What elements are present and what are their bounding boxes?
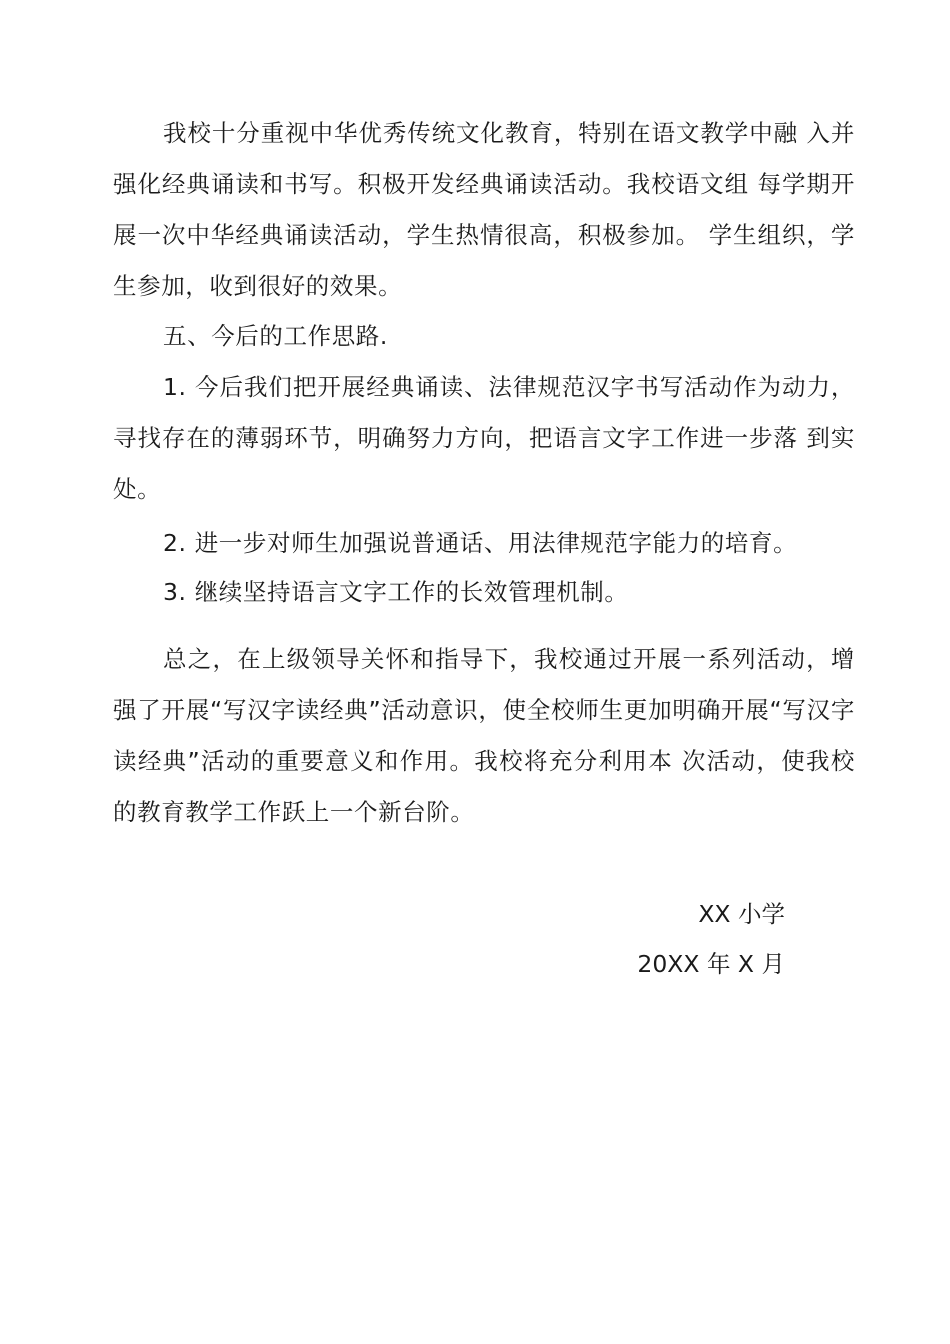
list-item-2: 2. 进一步对师生加强说普通话、用法律规范字能力的培育。 bbox=[163, 529, 798, 557]
list-item-1: 1. 今后我们把开展经典诵读、法律规范汉字书写活动作为动力，寻找存在的薄弱环节，明确努力方向，把语言文字工作进一步落 到实处。 bbox=[113, 373, 855, 503]
list-item-3: 3. 继续坚持语言文字工作的长效管理机制。 bbox=[163, 578, 629, 606]
signature-school: XX 小学 bbox=[698, 900, 785, 928]
paragraph-conclusion: 总之，在上级领导关怀和指导下，我校通过开展一系列活动，增强了开展“写汉字读经典”活动意识，使全校师生更加明确开展“写汉字读经典”活动的重要意义和作用。我校将充分利用本 次活动，使我校的教育教学工作跃上一个新台阶。 bbox=[113, 645, 855, 826]
section-heading-future-plans: 五、今后的工作思路. bbox=[163, 322, 388, 350]
paragraph-classic-reading: 我校十分重视中华优秀传统文化教育，特别在语文教学中融 入并强化经典诵读和书写。积极开发经典诵读活动。我校语文组 每学期开展一次中华经典诵读活动，学生热情很高，积极参加。 学生组织，学生参加，收到很好的效果。 bbox=[113, 119, 855, 300]
signature-date: 20XX 年 X 月 bbox=[637, 950, 785, 978]
